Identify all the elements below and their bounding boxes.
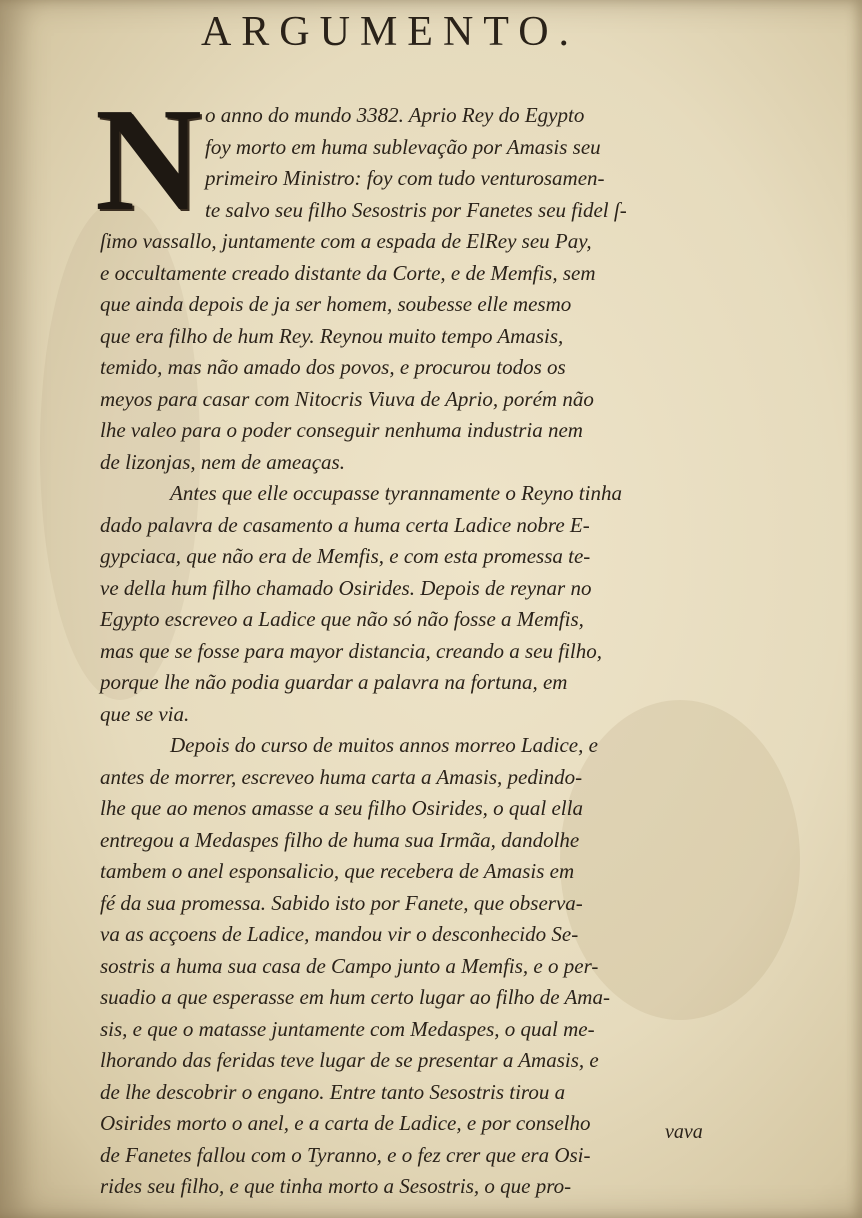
text-line: de lizonjas, nem de ameaças. xyxy=(100,449,345,474)
text-line: va as acçoens de Ladice, mandou vir o desconhecido Se- xyxy=(100,922,579,946)
text-line: que ainda depois de ja ser homem, soubesse elle mesmo xyxy=(100,292,572,316)
text-line: temido, mas não amado dos povos, e procurou todos os xyxy=(100,355,566,379)
catchword: vava xyxy=(665,1121,703,1143)
text-line: lhorando das feridas teve lugar de se presentar a Amasis, e xyxy=(100,1048,599,1072)
text-line: ve della hum filho chamado Osirides. Depois de reynar no xyxy=(100,575,592,600)
text-line: sis, e que o matasse juntamente com Medaspes, o qual me- xyxy=(100,1016,595,1041)
text-line: porque lhe não podia guardar a palavra na fortuna, em xyxy=(100,670,568,694)
text-line: Antes que elle occupasse tyrannamente o Reyno tinha xyxy=(170,481,622,505)
text-line: antes de morrer, escreveo huma carta a Amasis, pedindo- xyxy=(100,764,583,789)
text-line: sostris a huma sua casa de Campo junto a Memfis, e o per- xyxy=(100,953,599,978)
page-heading: ARGUMENTO. xyxy=(200,9,580,55)
text-line: meyos para casar com Nitocris Viuva de Aprio, porém não xyxy=(100,386,594,411)
text-line: fé da sua promessa. Sabido isto por Fanete, que observa- xyxy=(100,890,583,915)
text-line: Osirides morto o anel, e a carta de Ladice, e por conselho xyxy=(100,1111,591,1135)
body-text xyxy=(100,100,720,1203)
text-line: primeiro Ministro: foy com tudo venturosamen- xyxy=(205,166,605,190)
text-line: que se via. xyxy=(100,701,190,726)
text-line: ſimo vassallo, juntamente com a espada de ElRey seu Pay, xyxy=(100,229,592,253)
text-line: dado palavra de casamento a huma certa Ladice nobre E- xyxy=(100,512,590,537)
text-line: mas que se fosse para mayor distancia, creando a seu filho, xyxy=(100,638,603,663)
text-line: gypciaca, que não era de Memfis, e com esta promessa te- xyxy=(100,544,591,568)
text-line: tambem o anel esponsalicio, que recebera de Amasis em xyxy=(100,859,575,883)
text-line: e occultamente creado distante da Corte, e de Memfis, sem xyxy=(100,260,596,285)
text-line: o anno do mundo 3382. Aprio Rey do Egypto xyxy=(205,103,585,127)
drop-cap: N xyxy=(95,78,198,242)
text-line: foy morto em huma sublevação por Amasis seu xyxy=(205,134,601,159)
text-line: Egypto escreveo a Ladice que não só não fosse a Memfis, xyxy=(100,607,584,631)
text-line: rides seu filho, e que tinha morto a Sesostris, o que pro- xyxy=(100,1174,572,1198)
text-line: lhe valeo para o poder conseguir nenhuma industria nem xyxy=(100,418,583,442)
text-line: suadio a que esperasse em hum certo lugar ao filho de Ama- xyxy=(100,985,610,1009)
text-line: que era filho de hum Rey. Reynou muito tempo Amasis, xyxy=(100,323,564,348)
text-line: te salvo seu filho Sesostris por Fanetes seu fidel ſ- xyxy=(205,197,627,222)
text-line: lhe que ao menos amasse a seu filho Osirides, o qual ella xyxy=(100,796,583,820)
text-line: entregou a Medaspes filho de huma sua Irmãa, dandolhe xyxy=(100,827,580,852)
text-line: de lhe descobrir o engano. Entre tanto Sesostris tirou a xyxy=(100,1079,566,1104)
text-line: Depois do curso de muitos annos morreo Ladice, e xyxy=(170,733,598,757)
text-line: de Fanetes fallou com o Tyranno, e o fez crer que era Osi- xyxy=(100,1142,591,1167)
